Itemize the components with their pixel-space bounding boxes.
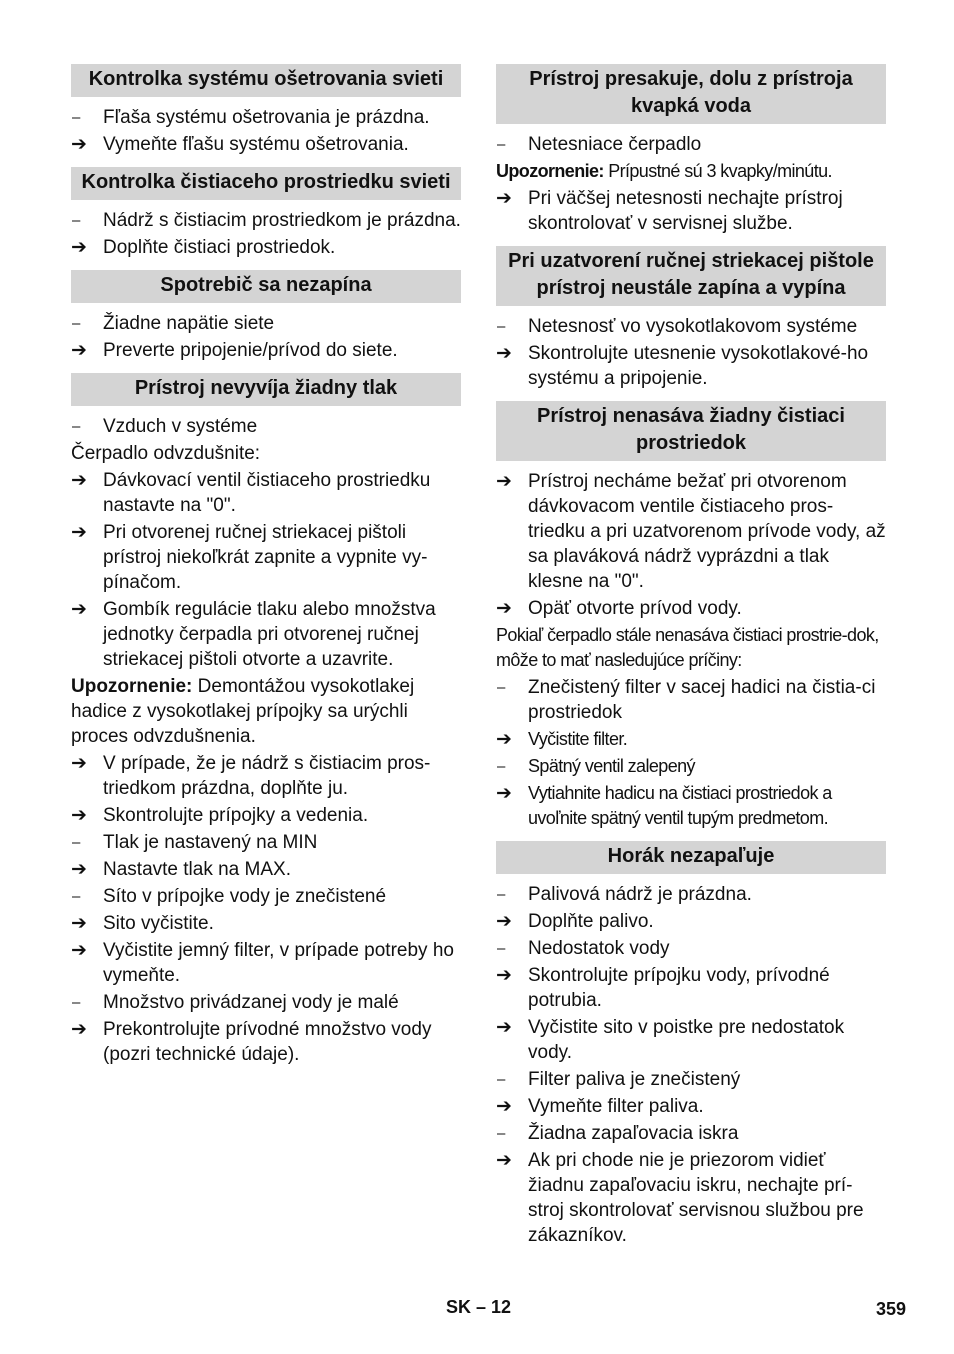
dash-bullet-icon: – bbox=[72, 418, 81, 435]
item-text: Opäť otvorte prívod vody. bbox=[528, 598, 742, 619]
item-text: Vyčistite filter. bbox=[528, 729, 628, 749]
remedy-item bbox=[496, 963, 886, 1013]
arrow-bullet-icon: ➔ bbox=[71, 522, 87, 543]
item-text: Nastavte tlak na MAX. bbox=[103, 859, 291, 880]
item-text: Znečistený filter v sacej hadici na čistia-ci prostriedok bbox=[528, 677, 876, 723]
cause-item bbox=[71, 830, 461, 855]
item-text: Vymeňte fľašu systému ošetrovania. bbox=[103, 134, 409, 155]
arrow-bullet-icon: ➔ bbox=[496, 965, 512, 986]
item-text: V prípade, že je nádrž s čistiacim pros-triedkom prázdna, doplňte ju. bbox=[103, 753, 431, 799]
dash-bullet-icon: – bbox=[72, 212, 81, 229]
item-text: Žiadna zapaľovacia iskra bbox=[528, 1123, 739, 1144]
item-text: Žiadne napätie siete bbox=[103, 313, 275, 334]
item-text: Ak pri chode nie je priezorom vidieť žiadnu zapaľovaciu iskru, nechajte prí-stroj skontrolovať servisnou službou pre zákazníkov. bbox=[528, 1150, 864, 1246]
remedy-item bbox=[71, 520, 461, 595]
dash-bullet-icon: – bbox=[497, 318, 506, 335]
remedy-item bbox=[71, 235, 461, 260]
remedy-item bbox=[71, 338, 461, 363]
item-text: Palivová nádrž je prázdna. bbox=[528, 884, 752, 905]
cause-item bbox=[71, 990, 461, 1015]
body-paragraph: Čerpadlo odvzdušnite: bbox=[71, 443, 261, 464]
item-text: Tlak je nastavený na MIN bbox=[103, 832, 318, 853]
page-number: 359 bbox=[876, 1299, 907, 1319]
item-text: Prístroj necháme bežať pri otvorenom dávkovacom ventile čistiaceho pros-triedku a pri uzatvorenom prívode vody, až sa plaváková nádrž vyprázdni a tlak klesne na "0". bbox=[528, 471, 886, 592]
note-text: Demontážou vysokotlakej hadice z vysokotlakej prípojky sa urýchli proces odvzdušnenia. bbox=[71, 676, 415, 747]
item-text: Síto v prípojke vody je znečistené bbox=[103, 886, 387, 907]
arrow-bullet-icon: ➔ bbox=[496, 471, 512, 492]
cause-item bbox=[496, 314, 886, 339]
section-heading: Prístroj nevyvíja žiadny tlak bbox=[71, 373, 461, 406]
arrow-bullet-icon: ➔ bbox=[71, 470, 87, 491]
dash-bullet-icon: – bbox=[497, 136, 506, 153]
item-text: Vyčistite sito v poistke pre nedostatok vody. bbox=[528, 1017, 845, 1063]
item-text: Nádrž s čistiacim prostriedkom je prázdna. bbox=[103, 210, 461, 231]
section-heading: Spotrebič sa nezapína bbox=[71, 270, 461, 303]
section-heading: Prístroj nenasáva žiadny čistiaci prostriedok bbox=[496, 401, 886, 461]
arrow-bullet-icon: ➔ bbox=[71, 134, 87, 155]
note-paragraph bbox=[71, 674, 461, 749]
arrow-bullet-icon: ➔ bbox=[71, 599, 87, 620]
item-text: Vzduch v systéme bbox=[103, 416, 258, 437]
item-text: Množstvo privádzanej vody je malé bbox=[103, 992, 399, 1013]
remedy-item bbox=[496, 909, 886, 934]
arrow-bullet-icon: ➔ bbox=[496, 1150, 512, 1171]
item-text: Vyčistite jemný filter, v prípade potreby ho vymeňte. bbox=[103, 940, 454, 986]
arrow-bullet-icon: ➔ bbox=[496, 188, 512, 209]
arrow-bullet-icon: ➔ bbox=[71, 913, 87, 934]
remedy-item bbox=[496, 1094, 886, 1119]
arrow-bullet-icon: ➔ bbox=[71, 940, 87, 961]
remedy-item bbox=[71, 911, 461, 936]
remedy-item bbox=[71, 803, 461, 828]
cause-item bbox=[496, 1121, 886, 1146]
cause-item bbox=[496, 882, 886, 907]
dash-bullet-icon: – bbox=[72, 994, 81, 1011]
cause-item bbox=[496, 936, 886, 961]
arrow-bullet-icon: ➔ bbox=[496, 598, 512, 619]
arrow-bullet-icon: ➔ bbox=[71, 237, 87, 258]
item-text: Prekontrolujte prívodné množstvo vody (pozri technické údaje). bbox=[103, 1019, 432, 1065]
left-column bbox=[71, 64, 461, 1069]
dash-bullet-icon: – bbox=[497, 886, 506, 903]
item-text: Pri väčšej netesnosti nechajte prístroj skontrolovať v servisnej službe. bbox=[528, 188, 843, 234]
remedy-item bbox=[71, 132, 461, 157]
cause-item bbox=[496, 132, 886, 157]
item-text: Gombík regulácie tlaku alebo množstva jednotky čerpadla pri otvorenej ručnej striekacej pištoli otvorte a uzavrite. bbox=[103, 599, 436, 670]
arrow-bullet-icon: ➔ bbox=[496, 911, 512, 932]
item-text: Doplňte palivo. bbox=[528, 911, 654, 932]
section-heading: Prístroj presakuje, dolu z prístroja kvapká voda bbox=[496, 64, 886, 124]
cause-item bbox=[71, 208, 461, 233]
cause-item bbox=[496, 754, 886, 779]
right-column bbox=[496, 64, 886, 1250]
item-text: Spätný ventil zalepený bbox=[528, 756, 695, 776]
dash-bullet-icon: – bbox=[497, 679, 506, 696]
note-paragraph bbox=[496, 159, 886, 184]
note-label: Upozornenie: bbox=[496, 161, 604, 181]
arrow-bullet-icon: ➔ bbox=[71, 753, 87, 774]
item-text: Skontrolujte prípojku vody, prívodné potrubia. bbox=[528, 965, 830, 1011]
section-heading: Pri uzatvorení ručnej striekacej pištole prístroj neustále zapína a vypína bbox=[496, 246, 886, 306]
item-text: Vytiahnite hadicu na čistiaci prostriedok a uvoľnite spätný ventil tupým predmetom. bbox=[528, 783, 832, 828]
remedy-item bbox=[496, 781, 886, 831]
section-heading: Horák nezapaľuje bbox=[496, 841, 886, 874]
item-text: Netesniace čerpadlo bbox=[528, 134, 702, 155]
arrow-bullet-icon: ➔ bbox=[496, 343, 512, 364]
remedy-item bbox=[496, 727, 886, 752]
note-label: Upozornenie: bbox=[71, 676, 193, 697]
cause-item bbox=[496, 675, 886, 725]
dash-bullet-icon: – bbox=[497, 758, 505, 775]
arrow-bullet-icon: ➔ bbox=[496, 1096, 512, 1117]
remedy-item bbox=[496, 596, 886, 621]
cause-item bbox=[496, 1067, 886, 1092]
dash-bullet-icon: – bbox=[72, 834, 81, 851]
arrow-bullet-icon: ➔ bbox=[496, 783, 512, 804]
dash-bullet-icon: – bbox=[497, 1125, 506, 1142]
section-heading: Kontrolka čistiaceho prostriedku svieti bbox=[71, 167, 461, 200]
arrow-bullet-icon: ➔ bbox=[496, 729, 512, 750]
dash-bullet-icon: – bbox=[497, 1071, 506, 1088]
cause-item bbox=[71, 311, 461, 336]
body-paragraph: Pokiaľ čerpadlo stále nenasáva čistiaci prostrie-dok, môže to mať nasledujúce príčiny: bbox=[496, 625, 879, 670]
remedy-item bbox=[71, 1017, 461, 1067]
remedy-item bbox=[71, 597, 461, 672]
remedy-item bbox=[496, 186, 886, 236]
remedy-item bbox=[496, 469, 886, 594]
item-text: Preverte pripojenie/prívod do siete. bbox=[103, 340, 398, 361]
dash-bullet-icon: – bbox=[72, 888, 81, 905]
item-text: Doplňte čistiaci prostriedok. bbox=[103, 237, 336, 258]
dash-bullet-icon: – bbox=[72, 109, 81, 126]
item-text: Nedostatok vody bbox=[528, 938, 670, 959]
item-text: Fľaša systému ošetrovania je prázdna. bbox=[103, 107, 430, 128]
cause-item bbox=[71, 414, 461, 439]
dash-bullet-icon: – bbox=[497, 940, 506, 957]
item-text: Skontrolujte utesnenie vysokotlakové-ho systému a pripojenie. bbox=[528, 343, 869, 389]
section-heading: Kontrolka systému ošetrovania svieti bbox=[71, 64, 461, 97]
item-text: Netesnosť vo vysokotlakovom systéme bbox=[528, 316, 858, 337]
item-text: Filter paliva je znečistený bbox=[528, 1069, 741, 1090]
cause-item bbox=[71, 105, 461, 130]
item-text: Sito vyčistite. bbox=[103, 913, 214, 934]
remedy-item bbox=[71, 751, 461, 801]
arrow-bullet-icon: ➔ bbox=[71, 340, 87, 361]
remedy-item bbox=[71, 468, 461, 518]
item-text: Dávkovací ventil čistiaceho prostriedku nastavte na "0". bbox=[103, 470, 431, 516]
remedy-item bbox=[496, 341, 886, 391]
footer-section-label: SK – 12 bbox=[446, 1297, 512, 1317]
arrow-bullet-icon: ➔ bbox=[71, 859, 87, 880]
item-text: Skontrolujte prípojky a vedenia. bbox=[103, 805, 369, 826]
remedy-item bbox=[71, 857, 461, 882]
remedy-item bbox=[496, 1015, 886, 1065]
cause-item bbox=[71, 884, 461, 909]
arrow-bullet-icon: ➔ bbox=[496, 1017, 512, 1038]
arrow-bullet-icon: ➔ bbox=[71, 805, 87, 826]
note-text: Prípustné sú 3 kvapky/minútu. bbox=[603, 161, 832, 181]
remedy-item bbox=[496, 1148, 886, 1248]
item-text: Vymeňte filter paliva. bbox=[528, 1096, 704, 1117]
remedy-item bbox=[71, 938, 461, 988]
item-text: Pri otvorenej ručnej striekacej pištoli prístroj niekoľkrát zapnite a vypnite vy-pínačom. bbox=[103, 522, 428, 593]
dash-bullet-icon: – bbox=[72, 315, 81, 332]
arrow-bullet-icon: ➔ bbox=[71, 1019, 87, 1040]
